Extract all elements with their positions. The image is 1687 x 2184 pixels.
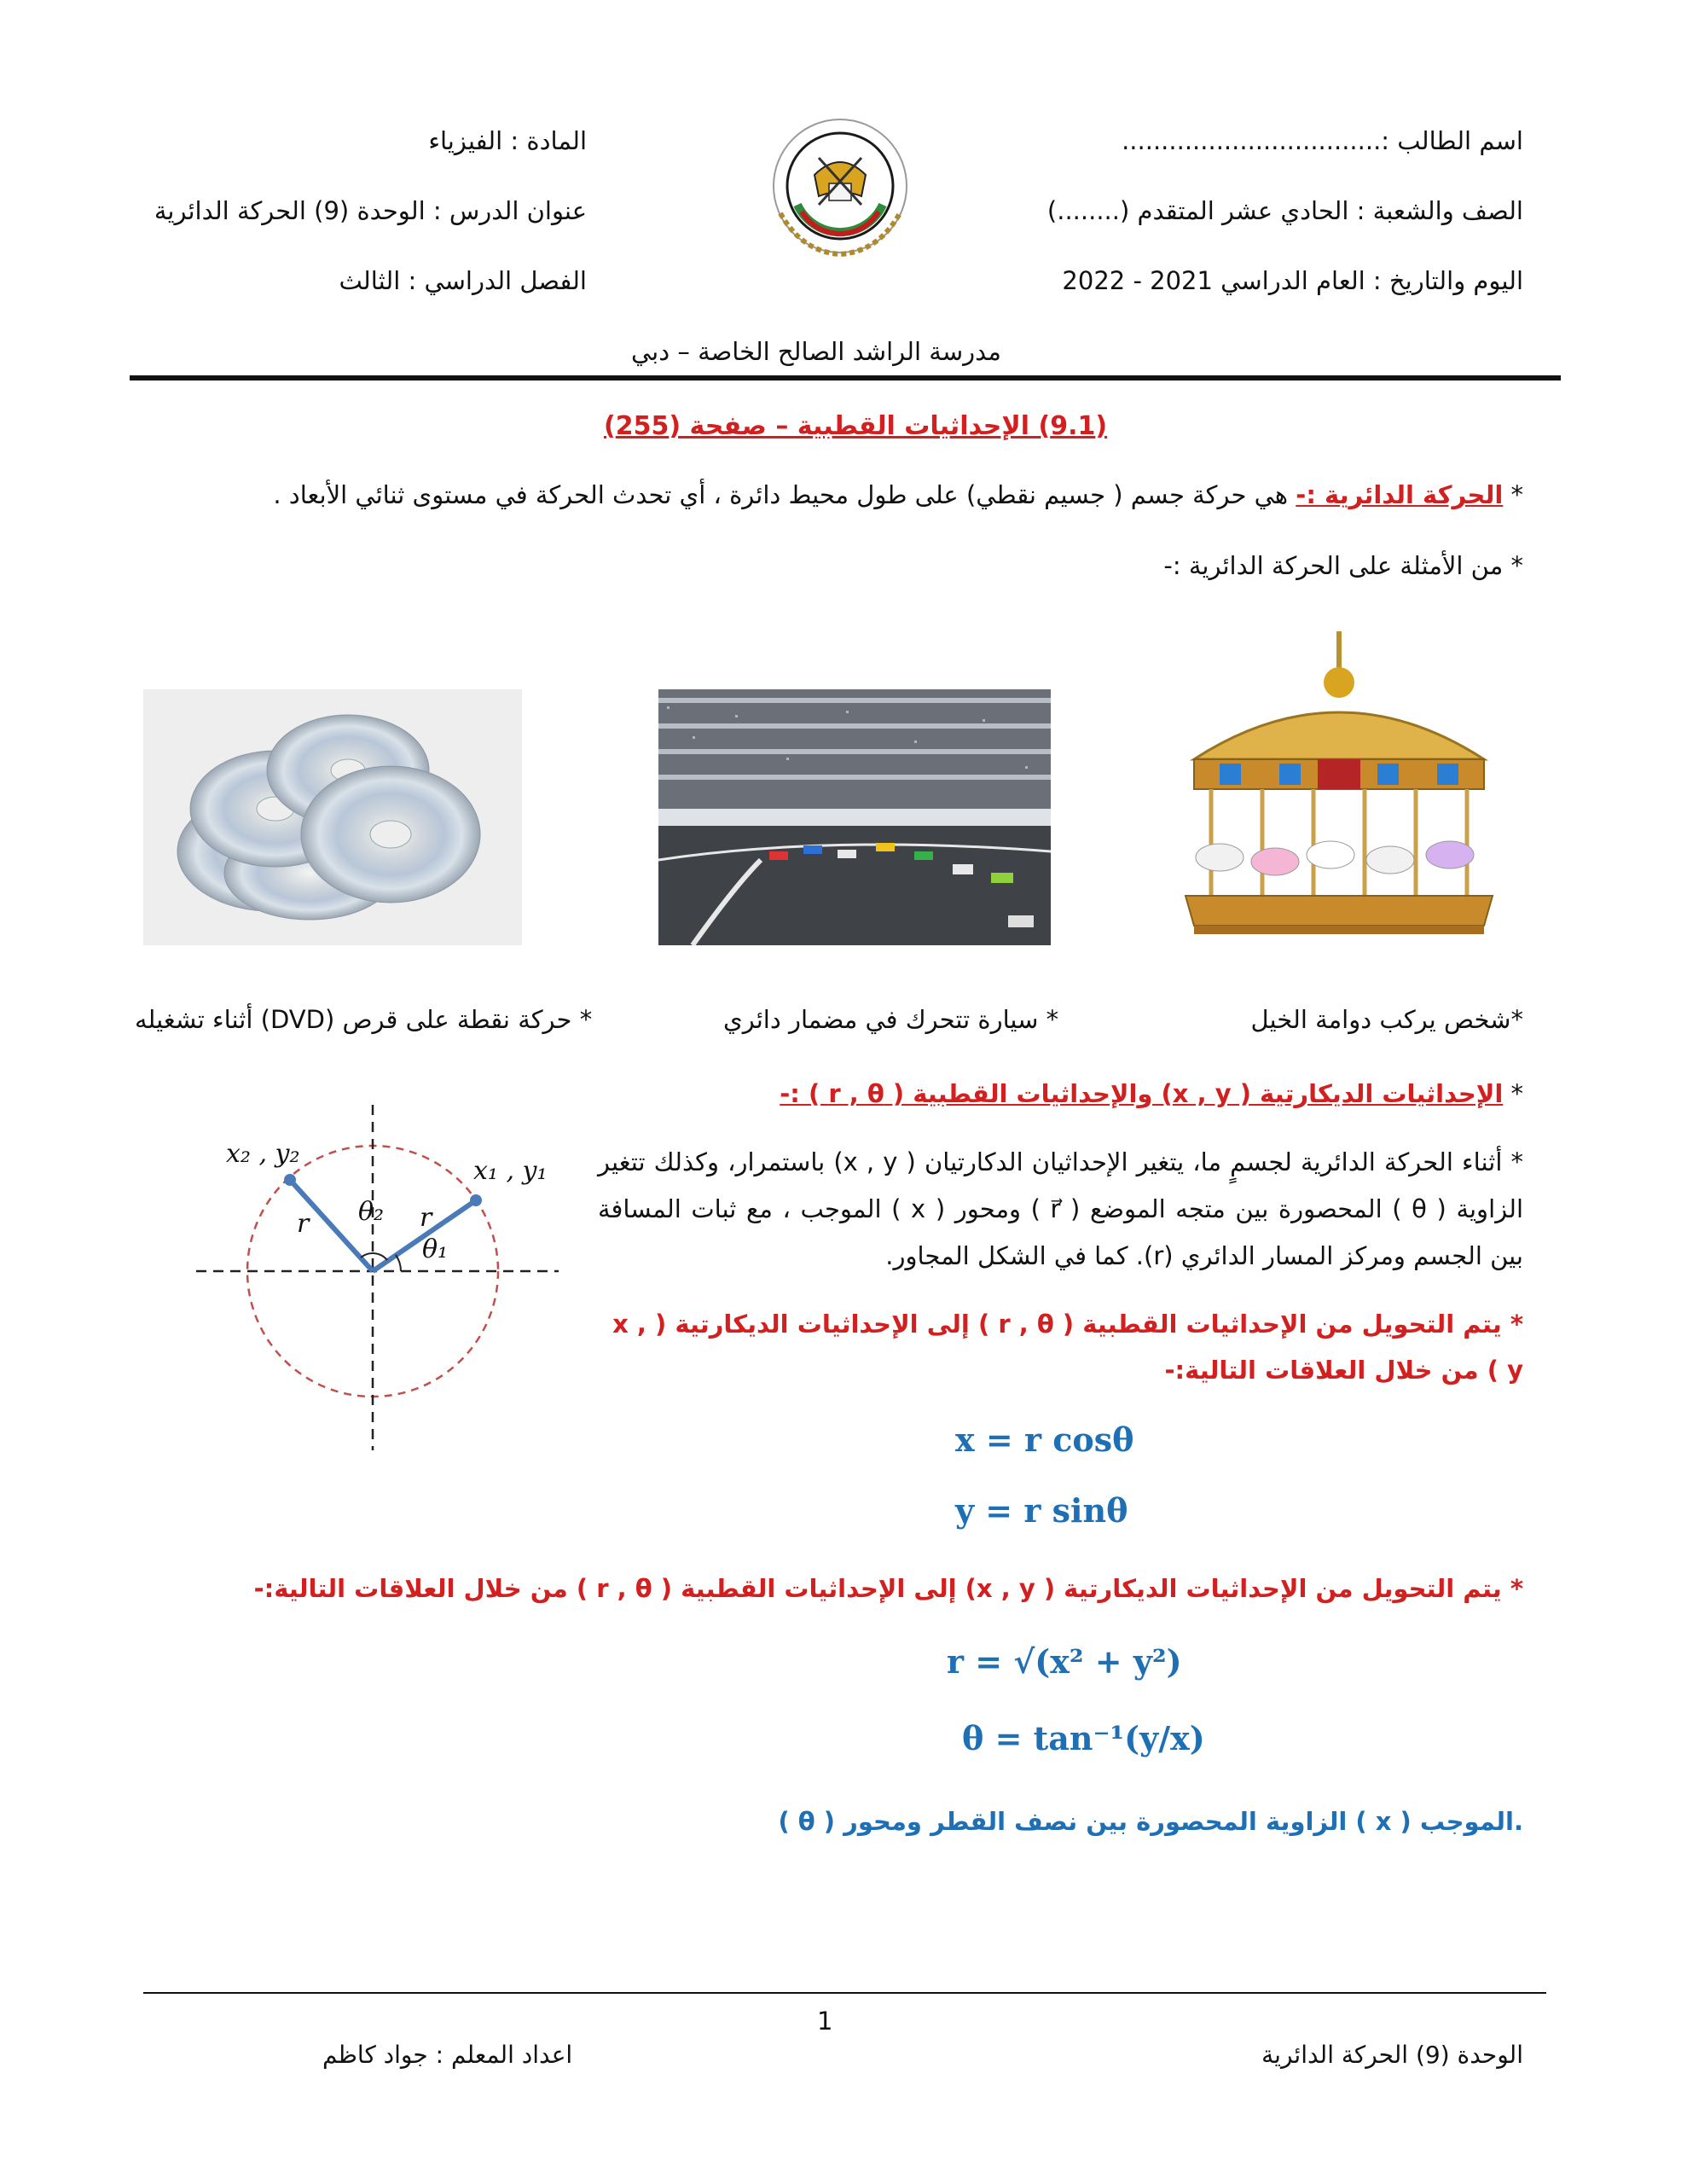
motion-paragraph: * أثناء الحركة الدائرية لجسمٍ ما، يتغير الإحداثيان الدكارتيان ( x , y) باستمرار، وكذلك تتغير الزاوية ( θ ) المحصورة بين متجه الموضع ( r⃗ ) ومحور ( x ) الموجب ، مع ثبات المسافة بين الجسم ومركز المسار الدائري (r). كما في الشكل المجاور. (598, 1147, 1524, 1270)
school-name: مدرسة الراشد الصالح الخاصة – دبي (631, 337, 1001, 366)
equation-x: x = r cosθ (955, 1420, 1134, 1459)
student-name: اسم الطالب :................................. (1122, 126, 1523, 155)
class-section: الصف والشعبة : الحادي عشر المتقدم (........) (1046, 196, 1523, 225)
equation-r: r = √(x² + y²) (947, 1642, 1182, 1681)
equation-theta: θ = tan⁻¹(y/x) (962, 1719, 1205, 1757)
footer-teacher: اعداد المعلم : جواد كاظم (322, 2041, 573, 2069)
page-number: 1 (817, 2007, 833, 2036)
cartesian-polar-heading-line: * الإحداثيات الديكارتية ( x , y) والإحداثيات القطبية ( r , θ ) :- (780, 1079, 1523, 1108)
polar-to-cartesian-heading: * يتم التحويل من الإحداثيات القطبية ( r , θ ) إلى الإحداثيات الديكارتية ( x , y ) من خلال العلاقات التالية:- (612, 1310, 1523, 1385)
footer-unit: الوحدة (9) الحركة الدائرية (1261, 2041, 1523, 2069)
equation-y: y = r sinθ (955, 1491, 1128, 1530)
radius-label-1: r (420, 1203, 432, 1233)
dvd-discs-image (143, 689, 522, 945)
caption-carousel: *شخص يركب دوامة الخيل (1250, 1005, 1523, 1034)
lesson-title: عنوان الدرس : الوحدة (9) الحركة الدائرية (154, 196, 587, 225)
race-track-image (658, 689, 1051, 945)
angle-note: ( θ ) الزاوية المحصورة بين نصف القطر ومحور ( x ) الموجب. (778, 1807, 1523, 1836)
term: الفصل الدراسي : الثالث (339, 266, 587, 295)
theta-2-label: θ₂ (358, 1197, 385, 1227)
carousel-image (1168, 631, 1510, 938)
examples-heading: * من الأمثلة على الحركة الدائرية :- (1163, 551, 1523, 580)
radius-label-2: r (297, 1209, 310, 1239)
date-year: اليوم والتاريخ : العام الدراسي 2021 - 2022 (1062, 266, 1523, 295)
polar-diagram (196, 1105, 571, 1455)
definition-term: الحركة الدائرية :- (1296, 480, 1504, 509)
header-divider (130, 375, 1561, 380)
school-logo (768, 111, 913, 264)
caption-race: * سيارة تتحرك في مضمار دائري (723, 1005, 1059, 1034)
footer-divider (143, 1992, 1546, 1994)
cartesian-polar-heading: الإحداثيات الديكارتية ( x , y) والإحداثيات القطبية ( r , θ ) :- (780, 1079, 1504, 1108)
section-title: (9.1) الإحداثيات القطبية – صفحة (255) (604, 411, 1108, 441)
point-1-label: x₁ , y₁ (473, 1156, 548, 1186)
point-2-label: x₂ , y₂ (226, 1139, 300, 1169)
cartesian-to-polar-heading: * يتم التحويل من الإحداثيات الديكارتية ( x , y) إلى الإحداثيات القطبية ( r , θ ) من خلال العلاقات التالية:- (253, 1574, 1523, 1603)
definition-line: * الحركة الدائرية :- هي حركة جسم ( جسيم نقطي) على طول محيط دائرة ، أي تحدث الحركة في مستوى ثنائي الأبعاد . (273, 480, 1523, 509)
theta-1-label: θ₁ (422, 1234, 449, 1264)
caption-dvd: * حركة نقطة على قرص (DVD) أثناء تشغيله (135, 1005, 593, 1034)
definition-text: هي حركة جسم ( جسيم نقطي) على طول محيط دائرة ، أي تحدث الحركة في مستوى ثنائي الأبعاد . (273, 480, 1289, 509)
subject: المادة : الفيزياء (428, 126, 587, 155)
